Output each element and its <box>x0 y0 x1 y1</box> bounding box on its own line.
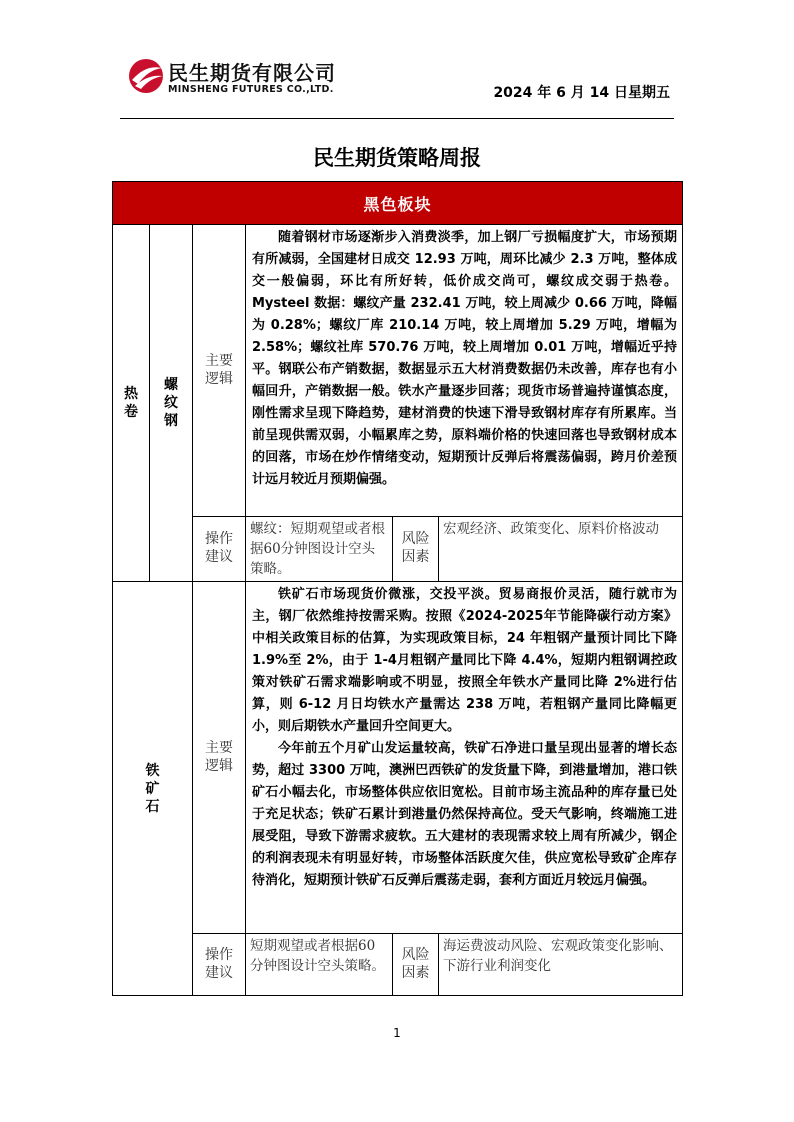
minsheng-logo-icon <box>126 56 166 96</box>
operation-advice: 螺纹：短期观望或者根据60分钟图设计空头策略。 <box>246 517 393 582</box>
logic-label: 主要逻辑 <box>193 582 246 934</box>
strategy-table <box>112 181 683 996</box>
logic-paragraph: 铁矿石市场现货价微涨，交投平淡。贸易商报价灵活，随行就市为主，钢厂依然维持按需采购。按照《2024-2025年节能降碳行动方案》中相关政策目标的估算，为实现政策目标，24 年粗钢产量预计同比下降 1.9%至 2%，由于 1-4月粗钢产量同比下降 4.4%，短期内粗钢调控政策对铁矿石需求端影响或不明显，按照全年铁水产量同比降 2%进行估算，则 6-12 月日均铁水产量需达 238 万吨，若粗钢产量同比降幅更小，则后期铁水产量回升空间更大。 <box>252 587 678 734</box>
company-name-cn: 民生期货有限公司 <box>168 61 336 85</box>
page-number: 1 <box>393 1026 401 1040</box>
risk-label: 风险因素 <box>393 934 439 996</box>
operation-label: 操作建议 <box>193 934 246 996</box>
operation-label: 操作建议 <box>193 517 246 582</box>
risk-label: 风险因素 <box>393 517 439 582</box>
logic-text <box>246 225 683 517</box>
logic-paragraph: 随着钢材市场逐渐步入消费淡季，加上钢厂亏损幅度扩大，市场预期有所减弱，全国建材日成交 12.93 万吨，周环比减少 2.3 万吨，整体成交一般偏弱，环比有所好转，低价成交尚可，螺纹成交弱于热卷。Mysteel 数据：螺纹产量 232.41 万吨，较上周减少 0.66 万吨，降幅为 0.28%；螺纹厂库 210.14 万吨，较上周增加 5.29 万吨，增幅为 2.58%；螺纹社库 570.76 万吨，较上周增加 0.01 万吨，增幅近乎持平。钢联公布产销数据，数据显示五大材消费数据仍未改善，库存也有小幅回升，产销数据一般。铁水产量逐步回落；现货市场普遍持谨慎态度，刚性需求呈现下降趋势，建材消费的快速下滑导致钢材库存有所累库。当前呈现供需双弱，小幅累库之势，原料端价格的快速回落也导致钢材成本的回落，市场在炒作情绪变动，短期预计反弹后将震荡偏弱，跨月价差预计远月较近月预期偏强。 <box>252 230 678 487</box>
sector-header: 黑色板块 <box>113 182 683 225</box>
header-divider <box>120 118 674 119</box>
logic-paragraph: 今年前五个月矿山发运量较高，铁矿石净进口量呈现出显著的增长态势，超过 3300 万吨，澳洲巴西铁矿的发货量下降，到港量增加，港口铁矿石小幅去化，市场整体供应依旧宽松。目前市场主流品种的库存量已处于充足状态；铁矿石累计到港量仍然保持高位。受天气影响，终端施工进展受阻，导致下游需求疲软。五大建材的表现需求较上周有所减少，钢企的利润表现未有明显好转，市场整体活跃度欠佳，供应宽松导致矿企库存待消化，短期预计铁矿石反弹后震荡走弱，套利方面近月较远月偏强。 <box>252 741 678 888</box>
operation-advice: 短期观望或者根据60分钟图设计空头策略。 <box>246 934 393 996</box>
product-name-hot-coil: 热卷 <box>113 225 150 582</box>
company-name-en: MINSHENG FUTURES CO.,LTD. <box>168 84 334 95</box>
risk-factors: 宏观经济、政策变化、原料价格波动 <box>439 517 683 582</box>
logic-text <box>246 582 683 934</box>
company-logo <box>126 56 366 100</box>
product-name-rebar: 螺纹钢 <box>150 225 193 582</box>
report-date: 2024 年 6 月 14 日星期五 <box>493 85 670 101</box>
report-title: 民生期货策略周报 <box>313 146 481 170</box>
logic-label: 主要逻辑 <box>193 225 246 517</box>
risk-factors: 海运费波动风险、宏观政策变化影响、下游行业利润变化 <box>439 934 683 996</box>
product-name-iron-ore: 铁矿石 <box>113 582 193 996</box>
